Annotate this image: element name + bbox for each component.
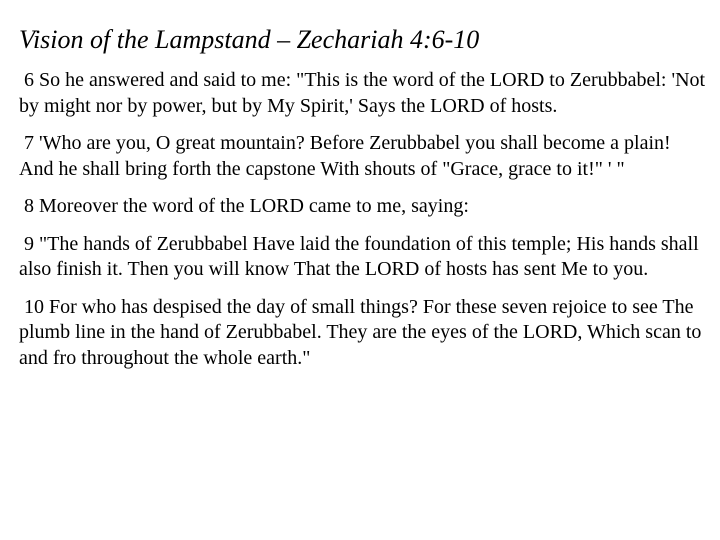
verse-9-text: 9 "The hands of Zerubbabel Have laid the foundation of this temple; His hands shall also finish it. Then you will know That the LORD of hosts has sent Me to you. (19, 232, 704, 280)
slide-title: Vision of the Lampstand – Zechariah 4:6-10 (19, 25, 480, 54)
verse-8 (19, 194, 709, 220)
verse-7-text: 7 'Who are you, O great mountain? Before Zerubbabel you shall become a plain! And he shall bring forth the capstone With shouts of "Grace, grace to it!" ' " (19, 132, 675, 180)
verse-6-text: 6 So he answered and said to me: "This is the word of the LORD to Zerubbabel: 'Not by might nor by power, but by My Spirit,' Says the LORD of hosts. (19, 69, 711, 117)
verse-7 (19, 131, 709, 182)
verse-list (19, 68, 709, 383)
verse-10 (19, 295, 709, 372)
verse-10-text: 10 For who has despised the day of small things? For these seven rejoice to see The plumb line in the hand of Zerubbabel. They are the eyes of the LORD, Which scan to and fro throughout the whole earth." (19, 295, 707, 369)
verse-8-text: 8 Moreover the word of the LORD came to me, saying: (19, 195, 469, 217)
verse-9 (19, 232, 709, 283)
verse-6 (19, 68, 709, 119)
